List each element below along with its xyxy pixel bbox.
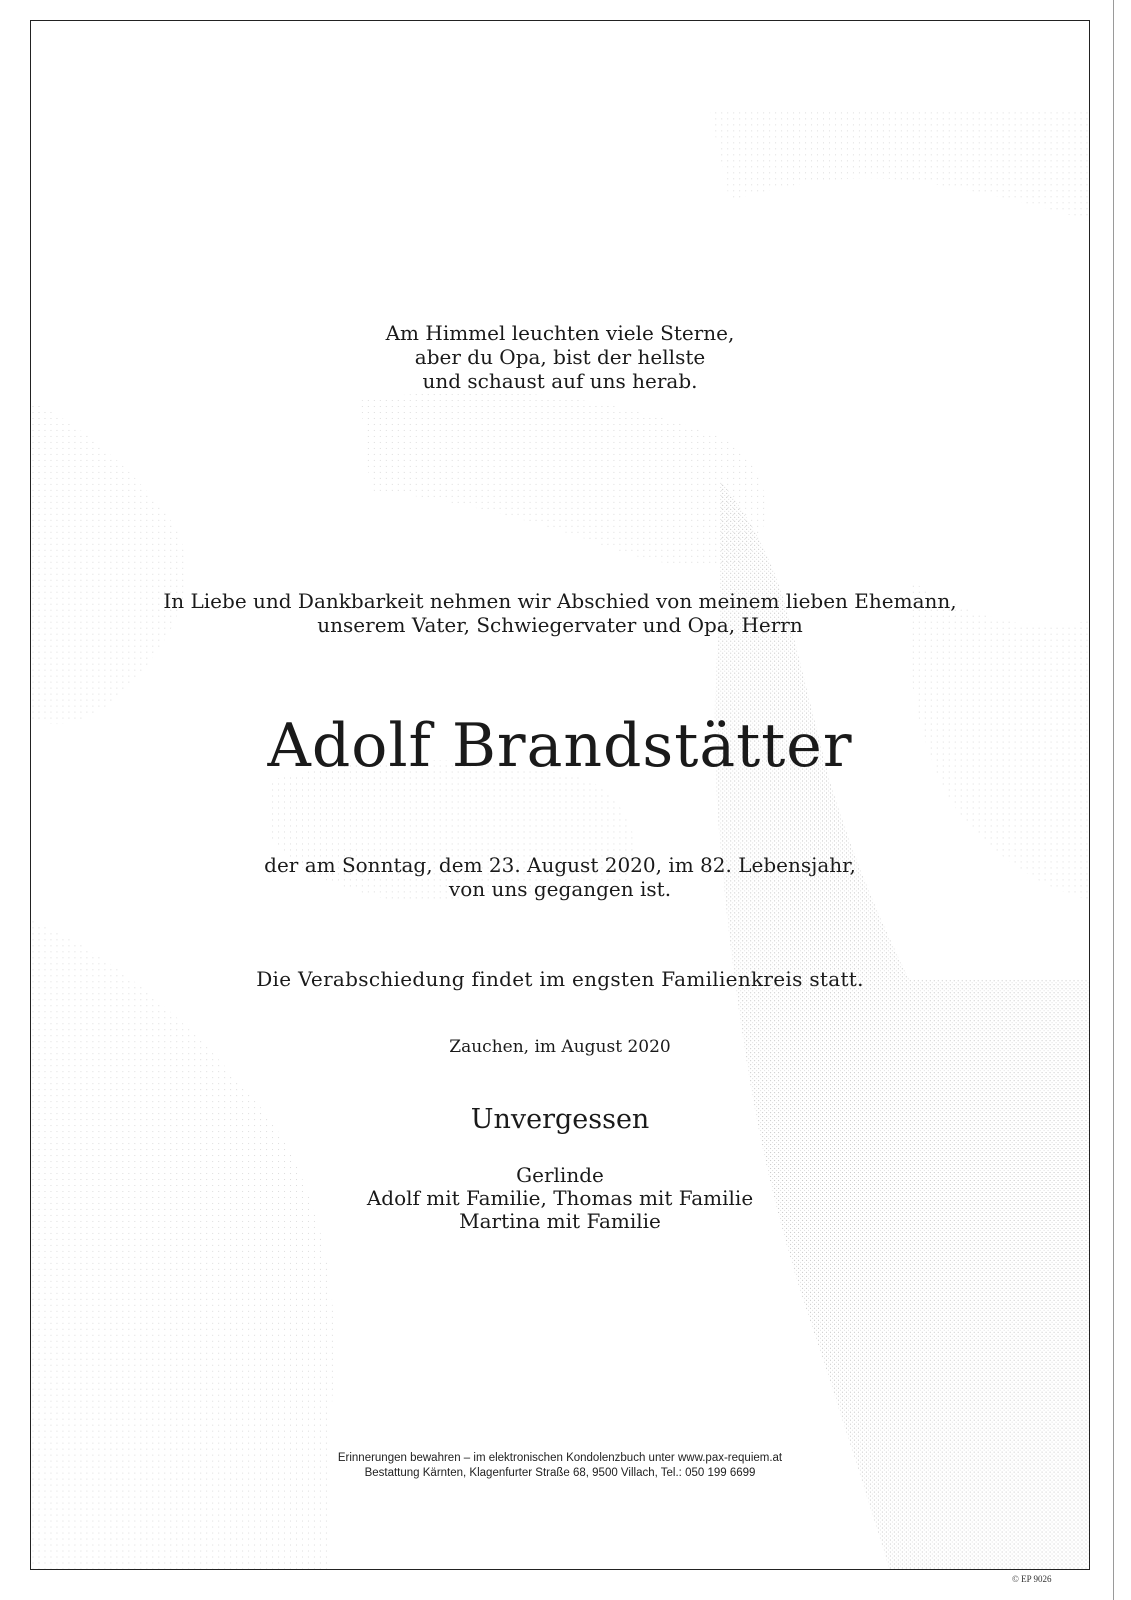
footer-address-line: Bestattung Kärnten, Klagenfurter Straße 68, 9500 Villach, Tel.: 050 199 6699 bbox=[364, 1467, 756, 1479]
background-landscape-illustration bbox=[31, 21, 1089, 1569]
ceremony-info: Die Verabschiedung findet im engsten Familienkreis statt. bbox=[256, 967, 864, 991]
page-edge-rule bbox=[1113, 0, 1114, 1600]
motto-line: Am Himmel leuchten viele Sterne, bbox=[385, 321, 735, 345]
deceased-name: Adolf Brandstätter bbox=[267, 711, 853, 781]
place-date: Zauchen, im August 2020 bbox=[449, 1037, 671, 1057]
death-line: der am Sonntag, dem 23. August 2020, im 82. Lebensjahr, bbox=[264, 853, 856, 877]
funeral-home-footer bbox=[31, 1451, 1089, 1481]
unvergessen-heading: Unvergessen bbox=[470, 1104, 650, 1135]
family-line: Martina mit Familie bbox=[459, 1209, 661, 1233]
family-line: Gerlinde bbox=[516, 1163, 604, 1187]
death-line: von uns gegangen ist. bbox=[448, 877, 672, 901]
obituary-frame bbox=[30, 20, 1090, 1570]
intro-line: In Liebe und Dankbarkeit nehmen wir Abschied von meinem lieben Ehemann, bbox=[163, 589, 957, 613]
family-line: Adolf mit Familie, Thomas mit Familie bbox=[366, 1186, 754, 1210]
motto-verse bbox=[31, 321, 1089, 393]
motto-line: und schaust auf uns herab. bbox=[422, 369, 698, 393]
copyright-mark: © EP 9026 bbox=[1012, 1574, 1052, 1584]
death-notice bbox=[31, 853, 1089, 901]
motto-line: aber du Opa, bist der hellste bbox=[414, 345, 706, 369]
family-list bbox=[31, 1164, 1089, 1233]
intro-line: unserem Vater, Schwiegervater und Opa, Herrn bbox=[317, 613, 803, 637]
farewell-intro bbox=[31, 589, 1089, 637]
footer-condolence-line: Erinnerungen bewahren – im elektronischen Kondolenzbuch unter www.pax-requiem.at bbox=[337, 1452, 783, 1464]
